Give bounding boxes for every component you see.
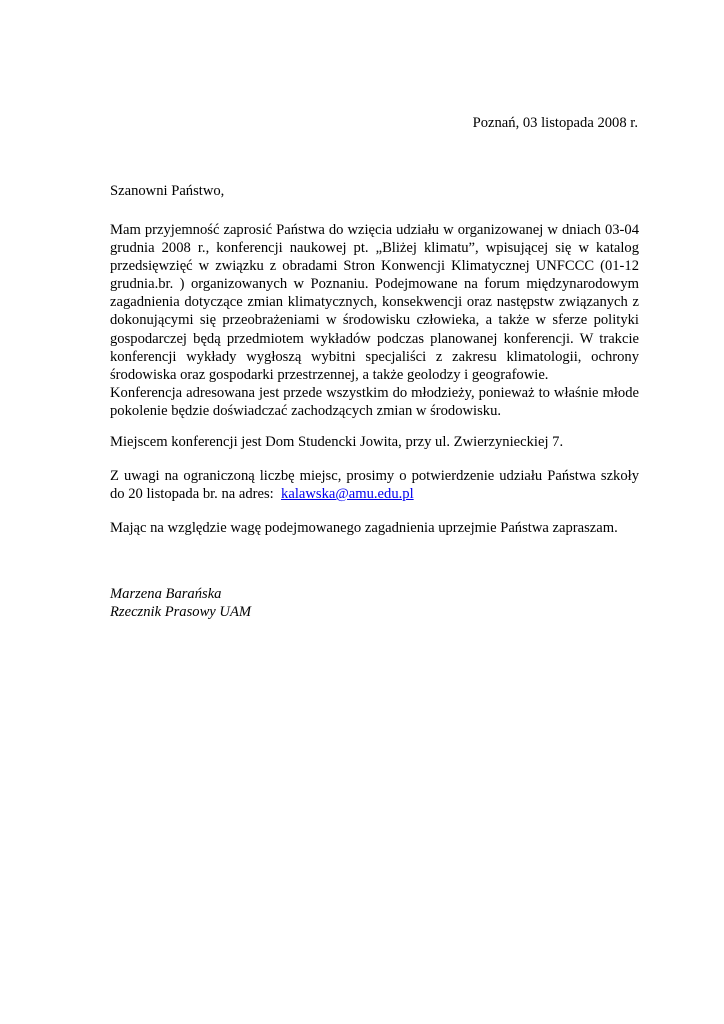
confirmation-text: Z uwagi na ograniczoną liczbę miejsc, prosimy o potwierdzenie udziału Państwa szkoły do 20 listopada br. na adres:	[110, 468, 639, 503]
paragraph-invitation: Mam przyjemność zaprosić Państwa do wzięcia udziału w organizowanej w dniach 03-04 grudnia 2008 r., konferencji naukowej pt. „Bliżej klimatu”, wpisującej się w katalog przedsięwzięć w związku z obradami Stron Konwencji Klimatycznej UNFCCC (01-12 grudnia.br. ) organizowanych w Poznaniu. Podejmowane na forum międzynarodowym zagadnienia dotyczące zmian klimatycznych, konsekwencji oraz następstw związanych z dokonującymi się przeobrażeniami w środowisku człowieka, a także w sferze polityki gospodarczej będą przedmiotem wykładów podczas planowanej konferencji. W trakcie konferencji wykłady wygłoszą wybitni specjaliści z zakresu klimatologii, ochrony środowiska oraz gospodarki przestrzennej, a także geolodzy i geografowie.	[110, 222, 639, 383]
paragraph-audience: Konferencja adresowana jest przede wszystkim do młodzieży, ponieważ to właśnie młode pokolenie będzie doświadczać zachodzących zmian w środowisku.	[110, 385, 639, 420]
paragraph-confirmation	[110, 467, 639, 503]
paragraph-closing: Mając na względzie wagę podejmowanego zagadnienia uprzejmie Państwa zapraszam.	[110, 520, 618, 536]
date-line: Poznań, 03 listopada 2008 r.	[472, 115, 638, 131]
signature-title: Rzecznik Prasowy UAM	[110, 604, 252, 620]
paragraph-venue: Miejscem konferencji jest Dom Studencki Jowita, przy ul. Zwierzyniecki‌ej 7.	[110, 434, 564, 450]
signature-block	[110, 585, 251, 621]
email-link[interactable]: kalawska@amu.edu.pl	[281, 486, 414, 503]
salutation: Szanowni Państwo,	[110, 183, 225, 199]
signature-name: Marzena Barańska	[110, 586, 222, 602]
